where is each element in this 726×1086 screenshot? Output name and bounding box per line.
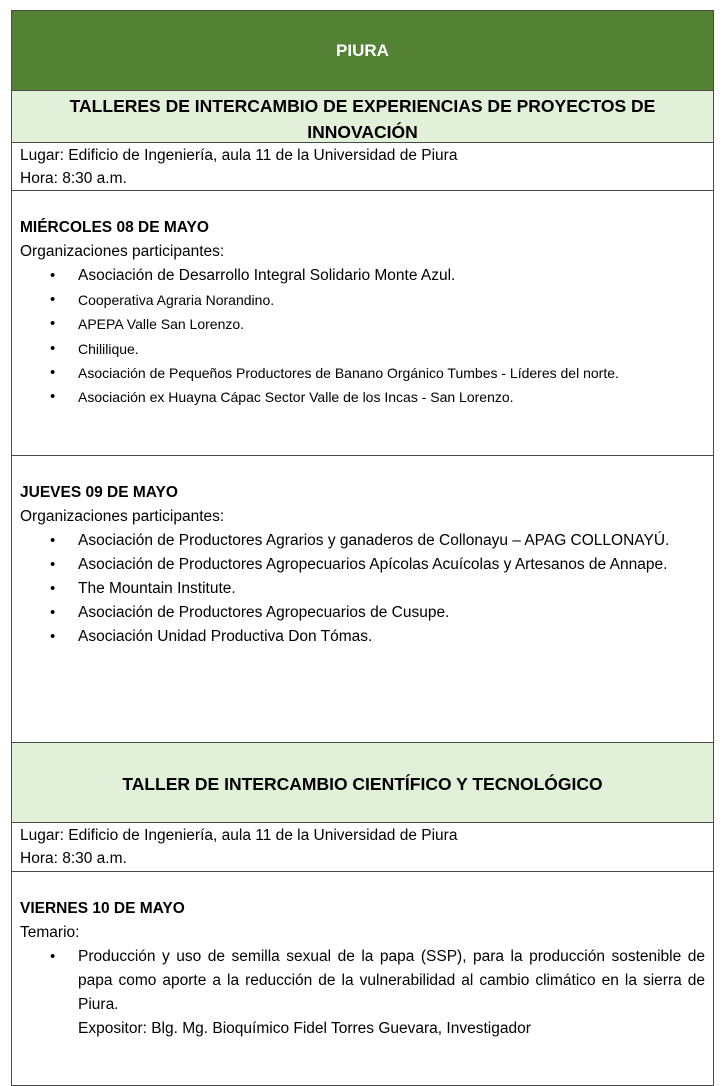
section1-venue: [12, 143, 713, 191]
section1-title: TALLERES DE INTERCAMBIO DE EXPERIENCIAS DE PROYECTOS DE INNOVACIÓN: [12, 91, 713, 143]
day2-date: JUEVES 09 DE MAYO: [20, 484, 178, 501]
day2-block: [12, 481, 713, 743]
section1-lugar: Lugar: Edificio de Ingeniería, aula 11 de la Universidad de Piura: [20, 147, 458, 164]
list-item: • APEPA Valle San Lorenzo.: [20, 312, 705, 336]
day3-list: [20, 945, 705, 1017]
list-item: • Asociación de Pequeños Productores de Banano Orgánico Tumbes - Líderes del norte.: [20, 361, 705, 385]
section2-venue: [12, 823, 713, 872]
bullet-icon: •: [50, 291, 56, 308]
list-item: • Asociación de Productores Agrarios y ganaderos de Collonayu – APAG COLLONAYÚ.: [20, 529, 705, 553]
day1-list-small: [20, 288, 705, 409]
day3-date: VIERNES 10 DE MAYO: [20, 900, 185, 917]
list-item: • Asociación de Desarrollo Integral Solidario Monte Azul.: [20, 264, 705, 288]
speaker: Expositor: Blg. Mg. Bioquímico Fidel Torres Guevara, Investigador: [78, 1020, 531, 1037]
bullet-icon: •: [50, 628, 56, 645]
list-item: • Chililique.: [20, 337, 705, 361]
day1-list: [20, 264, 705, 288]
section2-title: TALLER DE INTERCAMBIO CIENTÍFICO Y TECNOLÓGICO: [12, 743, 713, 823]
list-item: • Cooperativa Agraria Norandino.: [20, 288, 705, 312]
bullet-icon: •: [50, 388, 56, 406]
day1-label: Organizaciones participantes:: [20, 243, 225, 260]
list-item: • Asociación de Productores Agropecuarios Apícolas Acuícolas y Artesanos de Annape.: [20, 553, 705, 577]
list-item: • Asociación de Productores Agropecuarios de Cusupe.: [20, 601, 705, 625]
day3-label: Temario:: [20, 924, 80, 941]
list-item: • Producción y uso de semilla sexual de la papa (SSP), para la producción sostenible de papa como aporte a la reducción de la vulnerabilidad al cambio climático en la sierra de Piura.: [20, 945, 705, 1017]
region-title: PIURA: [336, 40, 389, 60]
bullet-icon: •: [50, 363, 56, 381]
bullet-icon: •: [50, 948, 56, 965]
bullet-icon: •: [50, 556, 56, 573]
section1-hora: Hora: 8:30 a.m.: [20, 170, 127, 187]
day2-list: [20, 529, 705, 649]
bullet-icon: •: [50, 580, 56, 597]
list-item: • Asociación Unidad Productiva Don Tómas.: [20, 625, 705, 649]
day3-block: [12, 897, 713, 1085]
bullet-icon: •: [50, 339, 56, 357]
bullet-icon: •: [50, 604, 56, 621]
region-header: [12, 11, 713, 91]
list-item: • The Mountain Institute.: [20, 577, 705, 601]
list-item: • Asociación ex Huayna Cápac Sector Valle de los Incas - San Lorenzo.: [20, 385, 705, 409]
section2-lugar: Lugar: Edificio de Ingeniería, aula 11 de la Universidad de Piura: [20, 827, 458, 844]
bullet-icon: •: [50, 267, 56, 284]
day1-block: [12, 216, 713, 456]
day2-label: Organizaciones participantes:: [20, 508, 225, 525]
bullet-icon: •: [50, 315, 56, 333]
program-table: [11, 10, 714, 1086]
section2-hora: Hora: 8:30 a.m.: [20, 850, 127, 867]
day1-date: MIÉRCOLES 08 DE MAYO: [20, 219, 209, 236]
bullet-icon: •: [50, 532, 56, 549]
